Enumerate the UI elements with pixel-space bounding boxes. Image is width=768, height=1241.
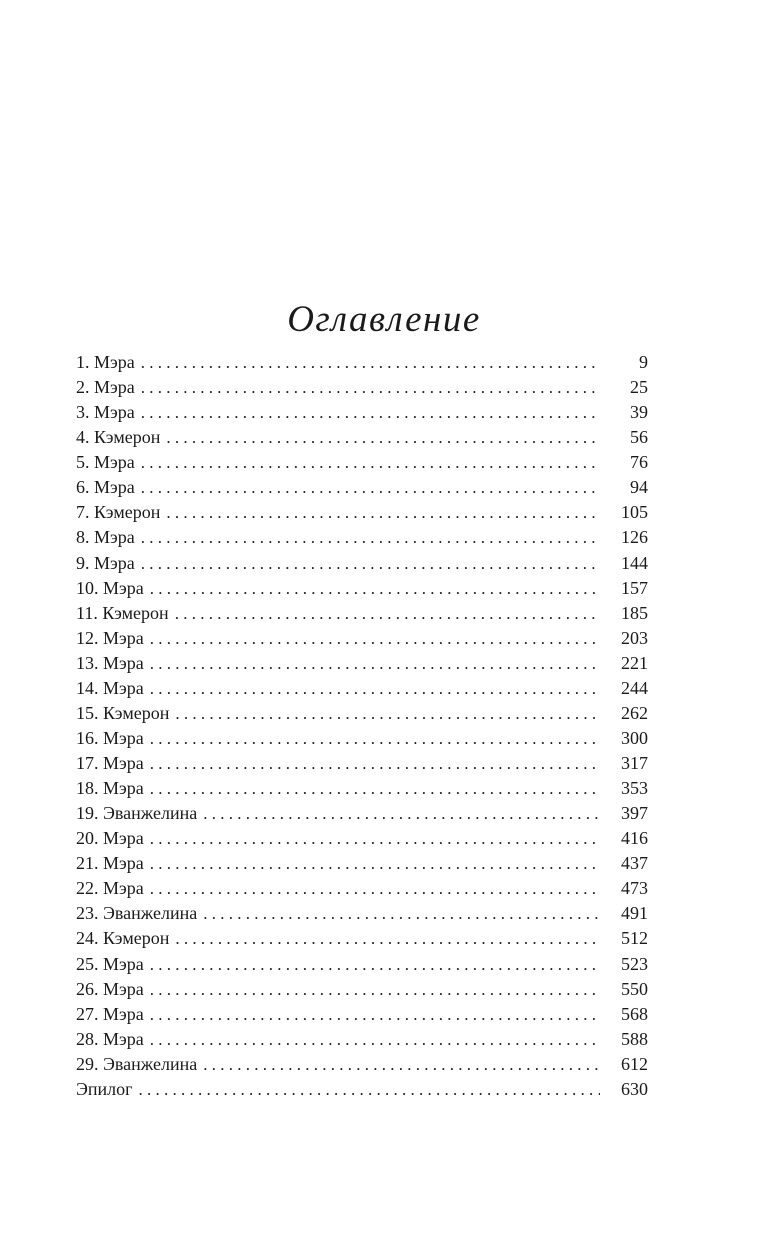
toc-entry-label: 18. Мэра <box>76 778 144 799</box>
toc-entry-label: Эпилог <box>76 1078 133 1099</box>
dot-leader <box>150 776 600 801</box>
toc-entry[interactable] <box>76 375 648 400</box>
toc-entry[interactable] <box>76 826 648 851</box>
toc-entry[interactable] <box>76 651 648 676</box>
toc-entry-label: 22. Мэра <box>76 878 144 899</box>
toc-entry-label: 26. Мэра <box>76 978 144 999</box>
toc-entry[interactable] <box>76 676 648 701</box>
toc-entry-label: 11. Кэмерон <box>76 602 169 623</box>
toc-entry[interactable] <box>76 626 648 651</box>
toc-entry[interactable] <box>76 1077 648 1102</box>
dot-leader <box>150 1027 600 1052</box>
toc-entry-page-number: 144 <box>621 552 648 573</box>
toc-entry-page-number: 588 <box>621 1028 648 1049</box>
toc-entry[interactable] <box>76 1027 648 1052</box>
toc-entry[interactable] <box>76 751 648 776</box>
toc-entry-page-number: 157 <box>621 577 648 598</box>
toc-entry[interactable] <box>76 876 648 901</box>
toc-entry-page-number: 512 <box>621 928 648 949</box>
dot-leader <box>141 450 600 475</box>
dot-leader <box>150 626 600 651</box>
toc-entry-page-number: 353 <box>621 778 648 799</box>
toc-entry-page-number: 523 <box>621 953 648 974</box>
dot-leader <box>141 475 600 500</box>
toc-entry-label: 21. Мэра <box>76 853 144 874</box>
toc-entry-label: 17. Мэра <box>76 753 144 773</box>
toc-entry-page-number: 76 <box>630 452 648 473</box>
toc-entry[interactable] <box>76 801 648 826</box>
toc-entry-page-number: 244 <box>621 677 648 698</box>
dot-leader <box>166 425 600 450</box>
dot-leader <box>150 977 600 1002</box>
toc-entry-page-number: 612 <box>621 1053 648 1074</box>
toc-entry-page-number: 473 <box>621 878 648 899</box>
dot-leader <box>150 952 600 977</box>
dot-leader <box>150 826 600 851</box>
dot-leader <box>175 701 600 726</box>
toc-entry-page-number: 39 <box>630 402 648 423</box>
dot-leader <box>203 901 600 926</box>
toc-entry-label: 9. Мэра <box>76 552 135 573</box>
toc-entry-page-number: 221 <box>621 652 648 673</box>
toc-entry[interactable] <box>76 551 648 576</box>
toc-entry[interactable] <box>76 350 648 375</box>
toc-entry-page-number: 262 <box>621 702 648 723</box>
dot-leader <box>150 876 600 901</box>
toc-entry-page-number: 105 <box>621 502 648 523</box>
toc-entry[interactable] <box>76 726 648 751</box>
toc-entry[interactable] <box>76 400 648 425</box>
dot-leader <box>175 926 600 951</box>
dot-leader <box>141 400 600 425</box>
toc-entry[interactable] <box>76 977 648 1002</box>
toc-entry-label: 14. Мэра <box>76 677 144 698</box>
toc-entry-page-number: 437 <box>621 853 648 874</box>
toc-entry-label: 10. Мэра <box>76 577 144 598</box>
dot-leader <box>141 350 600 375</box>
toc-entry-label: 2. Мэра <box>76 377 135 398</box>
toc-entry-label: 19. Эванжелина <box>76 803 198 824</box>
toc-entry-label: 27. Мэра <box>76 1003 144 1024</box>
toc-entry-page-number: 397 <box>621 803 648 824</box>
toc-entry-label: 23. Эванжелина <box>76 903 198 924</box>
toc-entry-page-number: 317 <box>621 753 648 773</box>
toc-entry[interactable] <box>76 901 648 926</box>
dot-leader <box>150 676 600 701</box>
toc-title: Оглавление <box>287 299 481 340</box>
dot-leader <box>175 601 600 626</box>
dot-leader <box>150 751 600 776</box>
toc-entry-page-number: 126 <box>621 527 648 548</box>
toc-entry[interactable] <box>76 1002 648 1027</box>
toc-entry-page-number: 568 <box>621 1003 648 1024</box>
dot-leader <box>139 1077 600 1102</box>
toc-entry-page-number: 630 <box>621 1078 648 1099</box>
toc-entry[interactable] <box>76 475 648 500</box>
toc-entry[interactable] <box>76 701 648 726</box>
dot-leader <box>150 851 600 876</box>
toc-entry-page-number: 491 <box>621 903 648 924</box>
toc-entry-label: 25. Мэра <box>76 953 144 974</box>
toc-entry-label: 5. Мэра <box>76 452 135 473</box>
toc-entry[interactable] <box>76 425 648 450</box>
toc-entry-label: 24. Кэмерон <box>76 928 170 949</box>
toc-entry-label: 3. Мэра <box>76 402 135 423</box>
dot-leader <box>141 525 600 550</box>
toc-entry[interactable] <box>76 500 648 525</box>
dot-leader <box>141 551 600 576</box>
toc-entry-page-number: 185 <box>621 602 648 623</box>
toc-entry-page-number: 25 <box>630 377 648 398</box>
toc-entry[interactable] <box>76 450 648 475</box>
toc-entry[interactable] <box>76 776 648 801</box>
dot-leader <box>150 651 600 676</box>
toc-entry-label: 16. Мэра <box>76 727 144 748</box>
toc-entry-label: 4. Кэмерон <box>76 427 161 448</box>
toc-entry[interactable] <box>76 851 648 876</box>
toc-entry-label: 13. Мэра <box>76 652 144 673</box>
toc-entry-label: 28. Мэра <box>76 1028 144 1049</box>
toc-entry-label: 6. Мэра <box>76 477 135 498</box>
toc-entry-label: 1. Мэра <box>76 352 135 372</box>
toc-entry-label: 7. Кэмерон <box>76 502 161 523</box>
toc-entry-page-number: 550 <box>621 978 648 999</box>
dot-leader <box>141 375 600 400</box>
dot-leader <box>166 500 600 525</box>
toc-entry[interactable] <box>76 926 648 951</box>
toc-entry-label: 12. Мэра <box>76 627 144 648</box>
dot-leader <box>150 576 600 601</box>
toc-entry-label: 15. Кэмерон <box>76 702 170 723</box>
toc-entry-page-number: 300 <box>621 727 648 748</box>
toc-entry-label: 20. Мэра <box>76 828 144 849</box>
toc-entry-page-number: 416 <box>621 828 648 849</box>
toc-entry-page-number: 94 <box>630 477 648 498</box>
dot-leader <box>150 726 600 751</box>
dot-leader <box>150 1002 600 1027</box>
dot-leader <box>203 801 600 826</box>
toc-entry-page-number: 203 <box>621 627 648 648</box>
toc-entry-label: 8. Мэра <box>76 527 135 548</box>
toc-list <box>76 350 648 1102</box>
toc-entry-page-number: 56 <box>630 427 648 448</box>
dot-leader <box>203 1052 600 1077</box>
toc-entry[interactable] <box>76 525 648 550</box>
toc-entry[interactable] <box>76 1052 648 1077</box>
toc-entry[interactable] <box>76 576 648 601</box>
toc-entry[interactable] <box>76 952 648 977</box>
toc-entry-page-number: 9 <box>639 352 648 372</box>
toc-entry[interactable] <box>76 601 648 626</box>
toc-entry-label: 29. Эванжелина <box>76 1053 198 1074</box>
